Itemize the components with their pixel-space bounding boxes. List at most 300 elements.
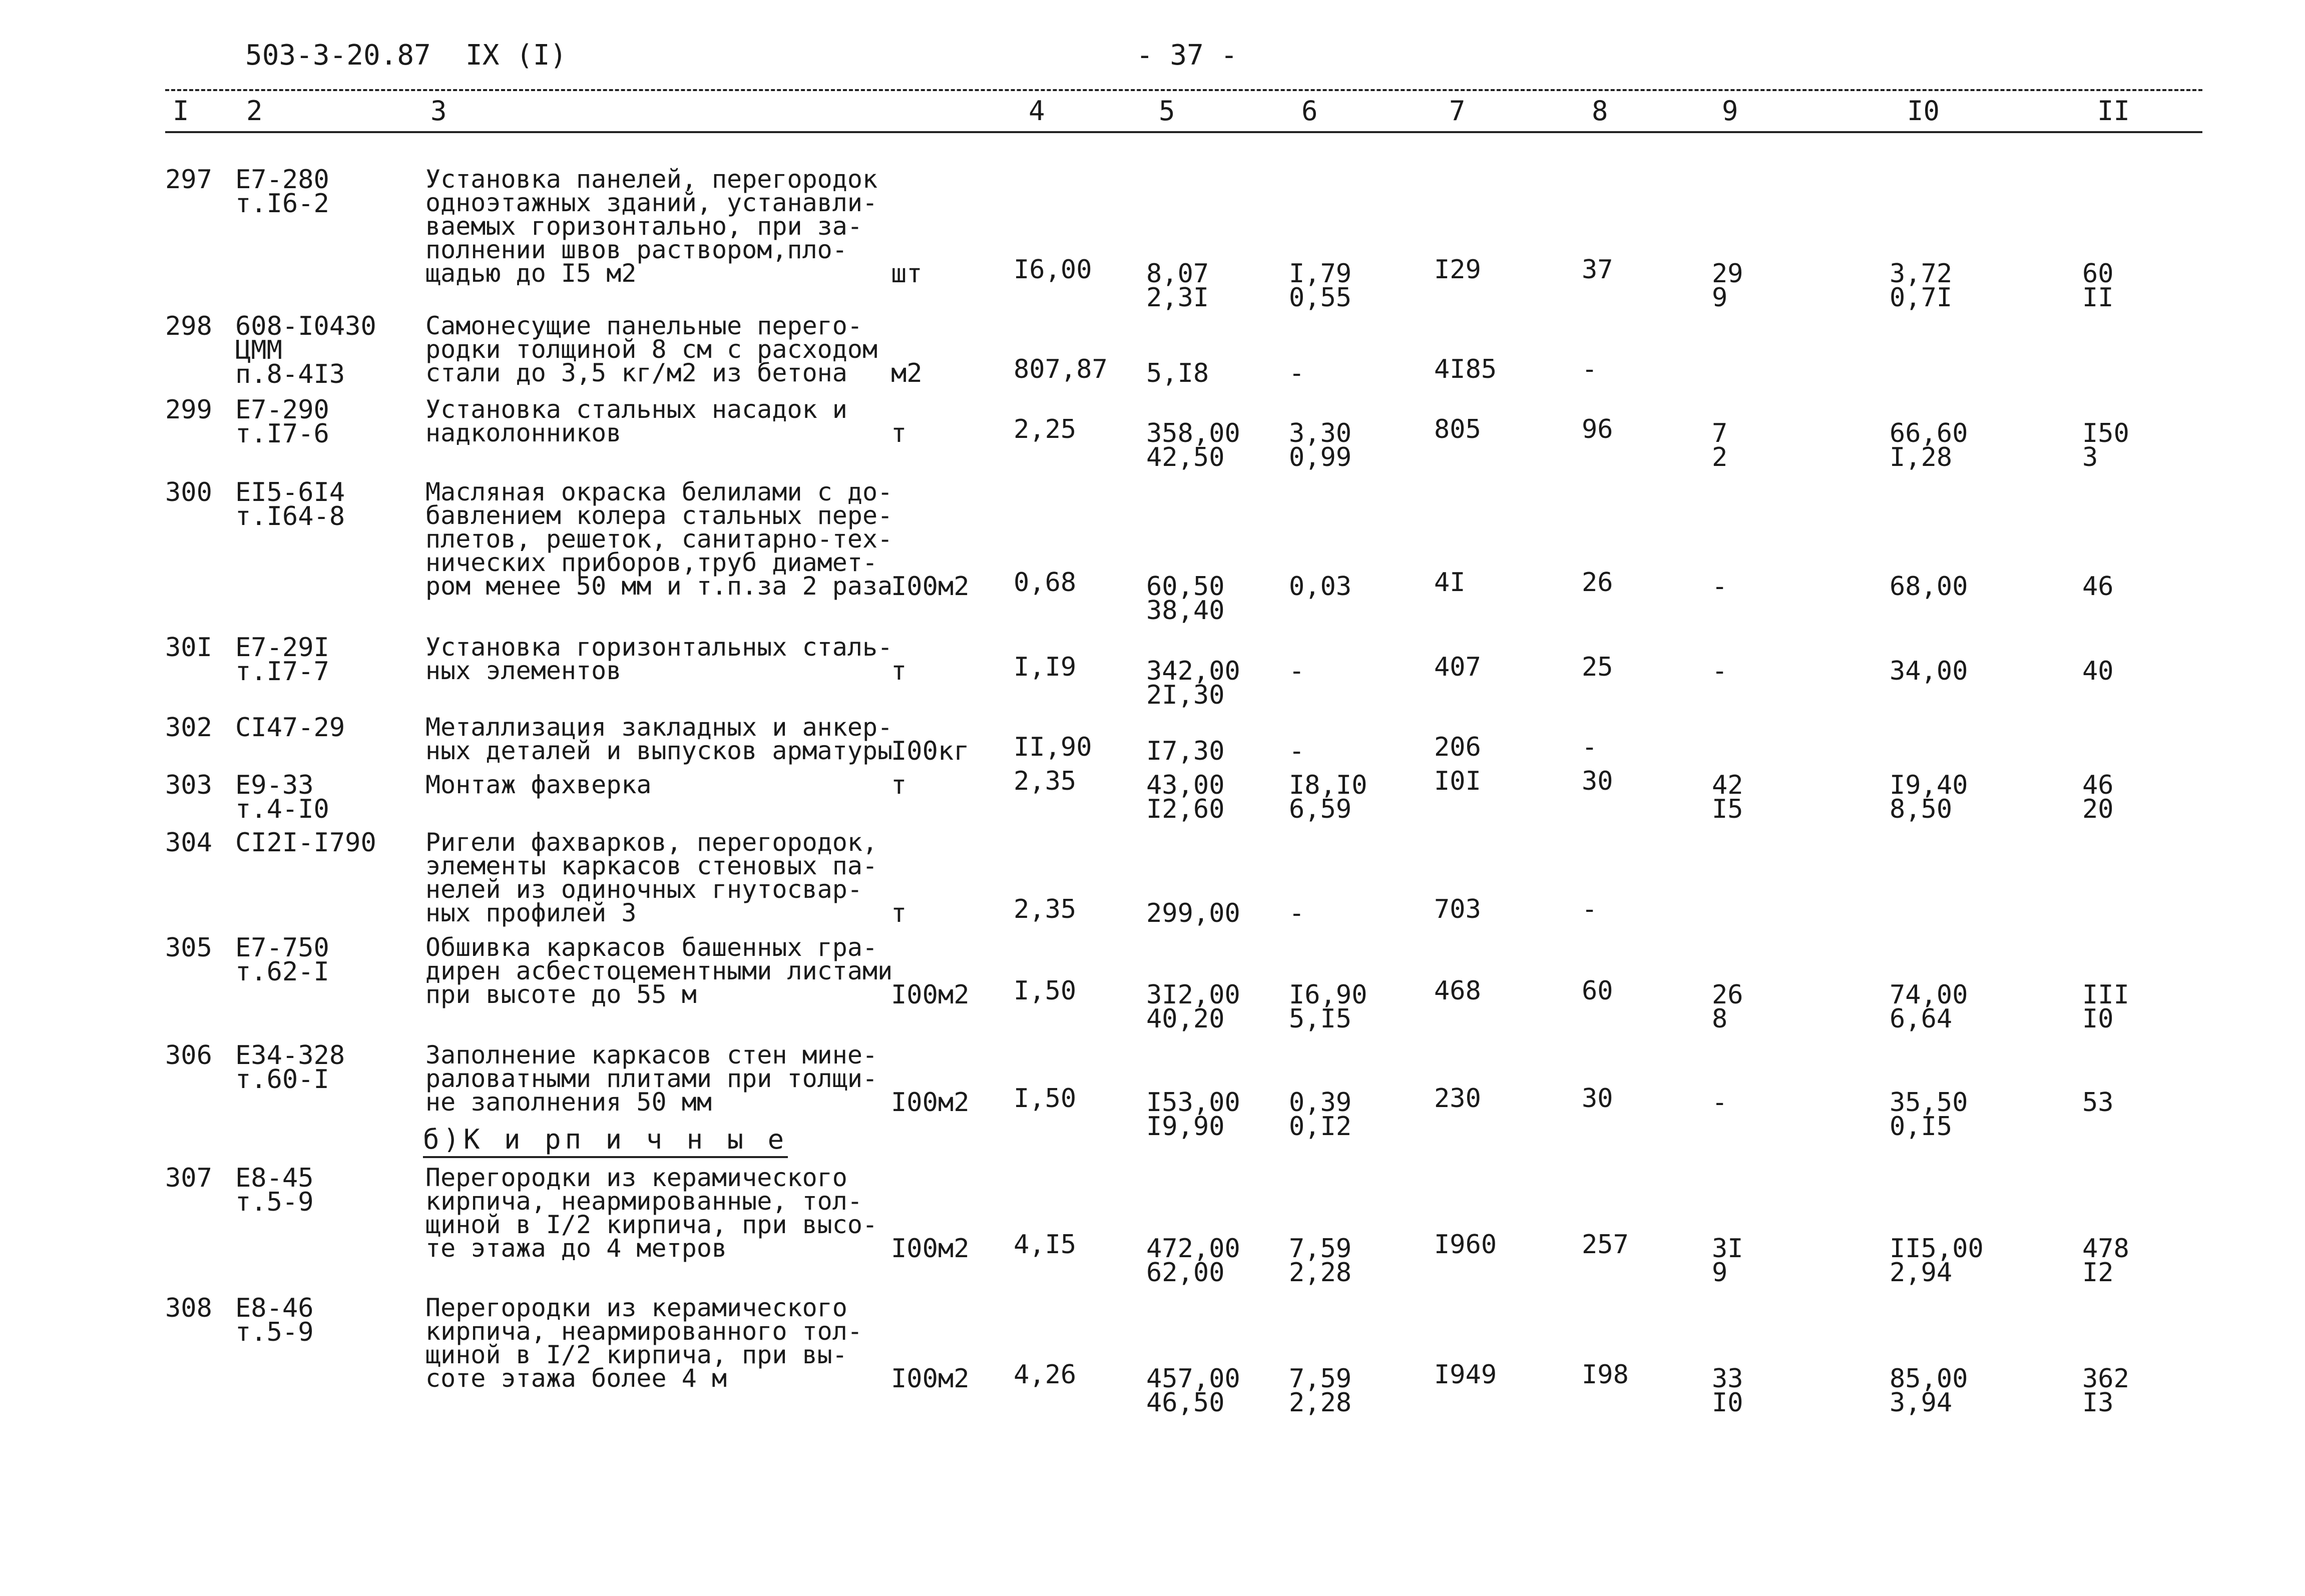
cell-c5-line: 3I2,00 — [1146, 980, 1240, 1010]
cell-c5-line: 457,00 — [1146, 1364, 1240, 1394]
cell-c6-line: 5,I5 — [1289, 1004, 1352, 1034]
cell-c6 — [1289, 418, 1352, 472]
cell-code-line: E7-280 — [235, 165, 329, 195]
cell-c4 — [1014, 255, 1092, 285]
col-header-6: 6 — [1301, 95, 1318, 127]
cell-c9-line: I0 — [1712, 1388, 1743, 1418]
cell-desc — [425, 311, 878, 387]
cell-c5-line: 342,00 — [1146, 656, 1240, 686]
cell-code — [235, 1163, 314, 1217]
cell-c7 — [1434, 414, 1481, 444]
cell-c7-line: 206 — [1434, 732, 1481, 762]
col-header-2: 2 — [246, 95, 263, 127]
cell-c10-line: II5,00 — [1890, 1234, 1984, 1264]
cell-c11 — [2082, 980, 2129, 1034]
cell-c6-line: 7,59 — [1289, 1364, 1352, 1394]
cell-c10-line: 85,00 — [1890, 1364, 1968, 1394]
cell-code-line: т.I6-2 — [235, 189, 329, 219]
cell-c10-line: 0,I5 — [1890, 1112, 1953, 1142]
cell-c6 — [1289, 1364, 1352, 1418]
cell-unit — [891, 1088, 970, 1118]
cell-unit-line: т — [891, 898, 907, 928]
cell-desc — [425, 933, 893, 1009]
cell-c6-line: 7,59 — [1289, 1234, 1352, 1264]
cell-c9-line: - — [1712, 656, 1728, 686]
cell-unit — [891, 770, 907, 800]
cell-unit — [891, 980, 970, 1010]
cell-c6-line: 0,I2 — [1289, 1112, 1352, 1142]
cell-c10 — [1890, 656, 1968, 686]
cell-c11-line: 478 — [2082, 1234, 2129, 1264]
cell-c8-line: 96 — [1582, 414, 1613, 444]
cell-desc-line: соте этажа более 4 м — [425, 1364, 727, 1393]
cell-c9 — [1712, 656, 1728, 686]
cell-unit-line: I00м2 — [891, 1088, 970, 1118]
cell-c6 — [1289, 898, 1305, 928]
cell-unit — [891, 259, 923, 289]
cell-c6-line: I6,90 — [1289, 980, 1367, 1010]
cell-c10 — [1890, 418, 1968, 472]
cell-no — [165, 165, 212, 195]
cell-desc — [425, 633, 893, 685]
cell-c9 — [1712, 980, 1743, 1034]
cell-c10 — [1890, 980, 1968, 1034]
cell-c4-line: 4,I5 — [1014, 1230, 1077, 1260]
cell-c7 — [1434, 652, 1481, 682]
cell-c10 — [1890, 770, 1968, 824]
cell-c8-line: - — [1582, 354, 1598, 384]
cell-c7 — [1434, 354, 1497, 384]
cell-no-line: 307 — [165, 1163, 212, 1193]
cell-c5-line: 358,00 — [1146, 418, 1240, 448]
cell-c7-line: I949 — [1434, 1360, 1497, 1390]
cell-no — [165, 1293, 212, 1323]
cell-c11 — [2082, 1234, 2129, 1288]
cell-code — [235, 828, 376, 858]
cell-c10-line: 8,50 — [1890, 794, 1953, 824]
cell-unit-line: м2 — [891, 358, 923, 388]
cell-c4 — [1014, 568, 1077, 598]
cell-unit — [891, 1364, 970, 1394]
cell-desc-line: одноэтажных зданий, устанавли- — [425, 188, 878, 217]
cell-c7-line: I0I — [1434, 766, 1481, 796]
cell-desc-line: те этажа до 4 метров — [425, 1234, 727, 1263]
cell-c6 — [1289, 770, 1367, 824]
col-header-11: II — [2097, 95, 2130, 127]
cell-unit — [891, 418, 907, 448]
cell-desc-line: ных профилей 3 — [425, 898, 637, 927]
cell-c8 — [1582, 255, 1613, 285]
cell-c8 — [1582, 894, 1598, 924]
cell-c11-line: I3 — [2082, 1388, 2114, 1418]
col-header-9: 9 — [1722, 95, 1738, 127]
cell-desc-line: щиной в I/2 кирпича, при высо- — [425, 1210, 878, 1239]
cell-unit-line: т — [891, 770, 907, 800]
cell-c8-line: 30 — [1582, 1084, 1613, 1114]
cell-c7-line: 4I85 — [1434, 354, 1497, 384]
cell-c9-line: 2 — [1712, 442, 1728, 472]
cell-c9 — [1712, 259, 1743, 313]
cell-c4 — [1014, 766, 1077, 796]
cell-c5-line: I7,30 — [1146, 736, 1225, 766]
cell-no-line: 303 — [165, 770, 212, 800]
cell-c7 — [1434, 732, 1481, 762]
cell-unit-line: шт — [891, 259, 923, 289]
cell-unit-line: т — [891, 418, 907, 448]
cell-c5-line: 2I,30 — [1146, 680, 1225, 710]
cell-code-line: т.I7-7 — [235, 657, 329, 687]
cell-c9-line: 8 — [1712, 1004, 1728, 1034]
cell-c5-line: 42,50 — [1146, 442, 1225, 472]
cell-c10-line: 3,94 — [1890, 1388, 1953, 1418]
cell-c10-line: 6,64 — [1890, 1004, 1953, 1034]
cell-no-line: 300 — [165, 477, 212, 507]
cell-no — [165, 633, 212, 663]
cell-code-line: E8-45 — [235, 1163, 314, 1193]
cell-c7-line: 703 — [1434, 894, 1481, 924]
cell-c4-line: 2,25 — [1014, 414, 1077, 444]
cell-desc-line: нелей из одиночных гнутосвар- — [425, 875, 862, 904]
cell-c6 — [1289, 358, 1305, 388]
header-rule-top — [165, 89, 2202, 91]
cell-c10-line: 66,60 — [1890, 418, 1968, 448]
cell-c8-line: 26 — [1582, 568, 1613, 598]
cell-c10 — [1890, 259, 1953, 313]
cell-no — [165, 395, 212, 425]
cell-c6-line: 0,03 — [1289, 572, 1352, 602]
cell-c8 — [1582, 652, 1613, 682]
col-header-7: 7 — [1449, 95, 1466, 127]
cell-no — [165, 1040, 212, 1071]
cell-unit-line: т — [891, 656, 907, 686]
cell-c9-line: 7 — [1712, 418, 1728, 448]
document-part: IX (I) — [466, 39, 567, 72]
cell-c7 — [1434, 894, 1481, 924]
cell-code-line: E7-750 — [235, 933, 329, 963]
cell-no — [165, 713, 212, 743]
cell-desc-line: Установка панелей, перегородок — [425, 165, 878, 194]
cell-c4 — [1014, 732, 1092, 762]
col-header-5: 5 — [1159, 95, 1175, 127]
cell-c11 — [2082, 418, 2129, 472]
cell-c4-line: 2,35 — [1014, 766, 1077, 796]
cell-c9 — [1712, 1088, 1728, 1118]
cell-c11-line: 46 — [2082, 770, 2114, 800]
cell-c6-line: 0,55 — [1289, 283, 1352, 313]
cell-unit-line: I00кг — [891, 736, 970, 766]
cell-c11 — [2082, 1088, 2114, 1118]
cell-c5-line: 8,07 — [1146, 259, 1209, 289]
cell-c4-line: 2,35 — [1014, 894, 1077, 924]
cell-code-line: п.8-4I3 — [235, 359, 345, 389]
cell-c11-line: 362 — [2082, 1364, 2129, 1394]
cell-desc-line: родки толщиной 8 см с расходом — [425, 335, 878, 364]
cell-c10 — [1890, 1088, 1968, 1142]
cell-no — [165, 828, 212, 858]
cell-code-line: т.5-9 — [235, 1187, 314, 1217]
cell-c7 — [1434, 1230, 1497, 1260]
cell-c10-line: 74,00 — [1890, 980, 1968, 1010]
cell-unit-line: I00м2 — [891, 1234, 970, 1264]
cell-desc-line: Заполнение каркасов стен мине- — [425, 1040, 878, 1070]
cell-desc — [425, 1293, 862, 1393]
cell-c10 — [1890, 1234, 1984, 1288]
cell-c8-line: 60 — [1582, 976, 1613, 1006]
cell-desc-line: ных деталей и выпусков арматуры — [425, 736, 893, 765]
cell-unit — [891, 656, 907, 686]
cell-desc-line: при высоте до 55 м — [425, 980, 697, 1009]
cell-desc-line: надколонников — [425, 418, 622, 447]
cell-c11-line: 46 — [2082, 572, 2114, 602]
cell-c8-line: I98 — [1582, 1360, 1629, 1390]
cell-c8 — [1582, 766, 1613, 796]
cell-no-line: 299 — [165, 395, 212, 425]
cell-c10-line: 35,50 — [1890, 1088, 1968, 1118]
cell-code — [235, 713, 345, 743]
cell-c11-line: 40 — [2082, 656, 2114, 686]
cell-c11-line: I2 — [2082, 1258, 2114, 1288]
cell-code-line: EI5-6I4 — [235, 477, 345, 507]
cell-c8 — [1582, 732, 1598, 762]
cell-code — [235, 165, 329, 219]
cell-c4 — [1014, 1084, 1077, 1114]
cell-c9-line: I5 — [1712, 794, 1743, 824]
cell-c6 — [1289, 1234, 1352, 1288]
cell-unit — [891, 572, 970, 602]
document-code: 503-3-20.87 — [245, 39, 431, 72]
cell-code-line: E9-33 — [235, 770, 314, 800]
cell-c5-line: 38,40 — [1146, 596, 1225, 626]
cell-c9-line: - — [1712, 1088, 1728, 1118]
cell-desc-line: полнении швов раствором,пло- — [425, 235, 847, 264]
cell-code-line: ЦММ — [235, 335, 282, 365]
cell-c10-line: I9,40 — [1890, 770, 1968, 800]
cell-c5 — [1146, 736, 1225, 766]
cell-no-line: 308 — [165, 1293, 212, 1323]
cell-c11-line: 60 — [2082, 259, 2114, 289]
cell-c8-line: 25 — [1582, 652, 1613, 682]
cell-c11-line: I0 — [2082, 1004, 2114, 1034]
cell-c7 — [1434, 766, 1481, 796]
cell-c5-line: 5,I8 — [1146, 358, 1209, 388]
col-header-4: 4 — [1029, 95, 1045, 127]
cell-c11-line: I50 — [2082, 418, 2129, 448]
cell-no — [165, 1163, 212, 1193]
cell-c9 — [1712, 418, 1728, 472]
cell-no-line: 297 — [165, 165, 212, 195]
cell-unit — [891, 736, 970, 766]
cell-desc — [425, 165, 878, 288]
cell-c4 — [1014, 894, 1077, 924]
cell-code-line: E7-290 — [235, 395, 329, 425]
cell-c7-line: I960 — [1434, 1230, 1497, 1260]
cell-desc-line: элементы каркасов стеновых па- — [425, 851, 878, 880]
cell-c7 — [1434, 255, 1481, 285]
cell-c5 — [1146, 1234, 1240, 1288]
cell-c6-line: 3,30 — [1289, 418, 1352, 448]
cell-c6 — [1289, 1088, 1352, 1142]
cell-c11-line: 53 — [2082, 1088, 2114, 1118]
cell-c5 — [1146, 418, 1240, 472]
cell-code-line: т.5-9 — [235, 1317, 314, 1347]
cell-c7-line: 4I — [1434, 568, 1466, 598]
cell-c8 — [1582, 1084, 1613, 1114]
cell-c6 — [1289, 736, 1305, 766]
cell-c10 — [1890, 1364, 1968, 1418]
cell-c6 — [1289, 572, 1352, 602]
cell-c6-line: - — [1289, 898, 1305, 928]
cell-desc-line: бавлением колера стальных пере- — [425, 501, 893, 530]
cell-desc-line: Ригели фахварков, перегородок, — [425, 828, 878, 857]
cell-c6-line: 0,39 — [1289, 1088, 1352, 1118]
cell-no — [165, 933, 212, 963]
cell-code-line: CI2I-I790 — [235, 828, 376, 858]
cell-c7-line: 230 — [1434, 1084, 1481, 1114]
cell-unit-line: I00м2 — [891, 980, 970, 1010]
cell-code — [235, 395, 329, 449]
cell-c5 — [1146, 572, 1225, 626]
cell-no-line: 30I — [165, 633, 212, 663]
col-header-10: I0 — [1907, 95, 1940, 127]
cell-no-line: 306 — [165, 1040, 212, 1071]
cell-c5 — [1146, 770, 1225, 824]
cell-desc — [425, 1040, 878, 1117]
cell-c5-line: 60,50 — [1146, 572, 1225, 602]
cell-c5-line: I9,90 — [1146, 1112, 1225, 1142]
cell-c5-line: I53,00 — [1146, 1088, 1240, 1118]
cell-c6-line: - — [1289, 358, 1305, 388]
cell-c4-line: I6,00 — [1014, 255, 1092, 285]
cell-c9-line: 42 — [1712, 770, 1743, 800]
cell-code — [235, 770, 329, 824]
cell-c4-line: I,50 — [1014, 976, 1077, 1006]
cell-c5 — [1146, 358, 1209, 388]
cell-c10-line: 2,94 — [1890, 1258, 1953, 1288]
cell-c4-line: 4,26 — [1014, 1360, 1077, 1390]
cell-unit — [891, 898, 907, 928]
cell-desc-line: Металлизация закладных и анкер- — [425, 713, 893, 742]
cell-c9 — [1712, 770, 1743, 824]
cell-desc — [425, 828, 878, 927]
cell-code-line: т.4-I0 — [235, 794, 329, 824]
cell-code-line: т.62-I — [235, 957, 329, 987]
header-rule-bottom — [165, 131, 2202, 133]
cell-code — [235, 311, 376, 389]
cell-c7-line: 407 — [1434, 652, 1481, 682]
cell-c9-line: 29 — [1712, 259, 1743, 289]
cell-c5 — [1146, 980, 1240, 1034]
cell-unit-line: I00м2 — [891, 1364, 970, 1394]
cell-c6-line: - — [1289, 656, 1305, 686]
cell-code — [235, 933, 329, 987]
cell-c9-line: 33 — [1712, 1364, 1743, 1394]
cell-c6 — [1289, 259, 1352, 313]
cell-no — [165, 477, 212, 507]
col-header-3: 3 — [430, 95, 447, 127]
cell-c5-line: 2,3I — [1146, 283, 1209, 313]
cell-c10-line: I,28 — [1890, 442, 1953, 472]
cell-desc-line: раловатными плитами при толщи- — [425, 1064, 878, 1093]
col-header-8: 8 — [1592, 95, 1608, 127]
cell-c4-line: I,I9 — [1014, 652, 1077, 682]
cell-desc-line: кирпича, неармированные, тол- — [425, 1187, 862, 1216]
cell-unit — [891, 1234, 970, 1264]
cell-c6-line: I8,I0 — [1289, 770, 1367, 800]
cell-c6-line: 6,59 — [1289, 794, 1352, 824]
cell-desc-line: ных элементов — [425, 656, 622, 685]
cell-c6-line: 2,28 — [1289, 1258, 1352, 1288]
cell-c8-line: - — [1582, 894, 1598, 924]
cell-desc-line: Установка горизонтальных сталь- — [425, 633, 893, 662]
cell-no-line: 304 — [165, 828, 212, 858]
cell-c8-line: 37 — [1582, 255, 1613, 285]
cell-desc-line: не заполнения 50 мм — [425, 1088, 712, 1117]
cell-c7 — [1434, 1084, 1481, 1114]
cell-c11 — [2082, 572, 2114, 602]
cell-code — [235, 477, 345, 531]
cell-c5-line: 62,00 — [1146, 1258, 1225, 1288]
cell-desc-line: плетов, решеток, санитарно-тех- — [425, 524, 893, 554]
cell-c8 — [1582, 354, 1598, 384]
cell-desc-line: Обшивка каркасов башенных гра- — [425, 933, 878, 962]
cell-c6-line: - — [1289, 736, 1305, 766]
cell-c6-line: 2,28 — [1289, 1388, 1352, 1418]
cell-c8-line: 30 — [1582, 766, 1613, 796]
cell-code-line: т.60-I — [235, 1065, 329, 1095]
cell-c11-line: 20 — [2082, 794, 2114, 824]
cell-code-line: 608-I0430 — [235, 311, 376, 341]
cell-code-line: CI47-29 — [235, 713, 345, 743]
cell-c4-line: 0,68 — [1014, 568, 1077, 598]
cell-c7 — [1434, 568, 1466, 598]
cell-code-line: т.I64-8 — [235, 501, 345, 531]
cell-desc-line: ваемых горизонтально, при за- — [425, 212, 862, 241]
cell-code — [235, 1040, 345, 1095]
cell-c5 — [1146, 1088, 1240, 1142]
cell-c9-line: 9 — [1712, 1258, 1728, 1288]
page-number: - 37 - — [1136, 39, 1238, 72]
cell-c8 — [1582, 976, 1613, 1006]
cell-desc-line: стали до 3,5 кг/м2 из бетона — [425, 358, 847, 387]
cell-c6 — [1289, 980, 1367, 1034]
cell-desc — [425, 770, 652, 799]
cell-c5-line: I2,60 — [1146, 794, 1225, 824]
cell-c11 — [2082, 259, 2114, 313]
cell-code — [235, 1293, 314, 1347]
cell-c4 — [1014, 652, 1077, 682]
cell-c11-line: II — [2082, 283, 2114, 313]
cell-c7-line: 468 — [1434, 976, 1481, 1006]
cell-c10-line: 0,7I — [1890, 283, 1953, 313]
cell-desc-line: Монтаж фахверка — [425, 770, 652, 799]
cell-c9 — [1712, 1234, 1743, 1288]
cell-c5-line: 472,00 — [1146, 1234, 1240, 1264]
cell-desc-line: дирен асбестоцементными листами — [425, 956, 893, 985]
cell-c8 — [1582, 568, 1613, 598]
cell-c9-line: 3I — [1712, 1234, 1743, 1264]
cell-c8-line: 257 — [1582, 1230, 1629, 1260]
cell-desc-line: щиной в I/2 кирпича, при вы- — [425, 1340, 847, 1369]
cell-c4 — [1014, 1360, 1077, 1390]
cell-c7 — [1434, 976, 1481, 1006]
cell-desc-line: нических приборов,труб диамет- — [425, 548, 878, 577]
cell-code-line: E34-328 — [235, 1040, 345, 1071]
cell-desc-line: Самонесущие панельные перего- — [425, 311, 862, 340]
cell-c6-line: I,79 — [1289, 259, 1352, 289]
cell-c9 — [1712, 572, 1728, 602]
cell-desc-line: Установка стальных насадок и — [425, 395, 847, 424]
cell-c11-line: 3 — [2082, 442, 2098, 472]
